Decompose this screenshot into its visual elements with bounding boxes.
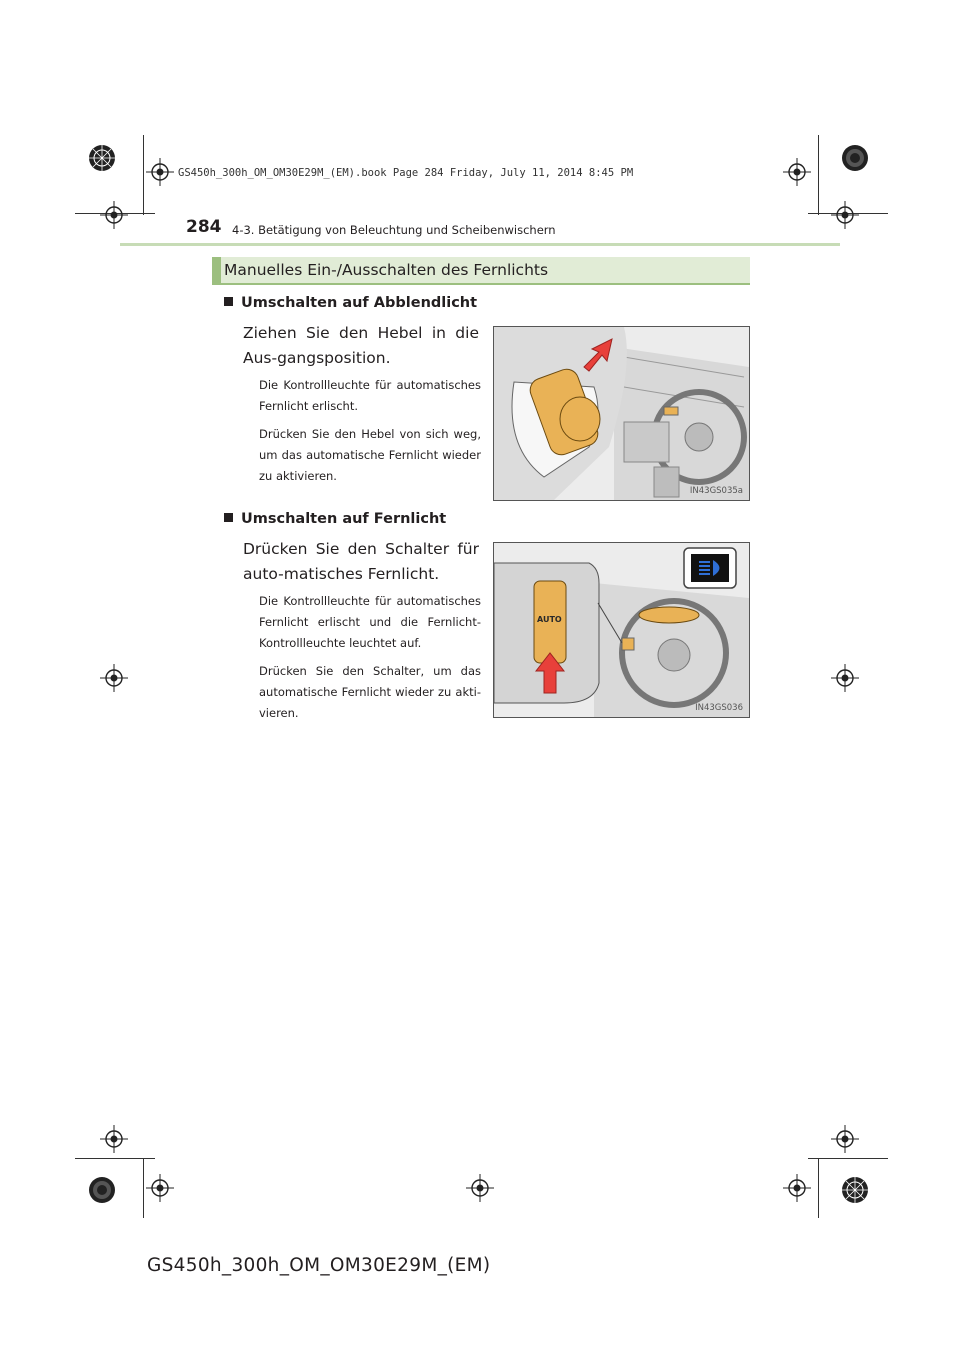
subheading-high-beam	[224, 511, 446, 527]
bullet-square-icon	[224, 297, 233, 306]
figure-label: IN43GS036	[695, 703, 743, 713]
registration-mark-icon	[841, 1176, 869, 1204]
crosshair-mark-icon	[466, 1174, 494, 1202]
crosshair-mark-icon	[831, 1125, 859, 1153]
switch-label: AUTO	[537, 615, 562, 624]
registration-mark-icon	[88, 1176, 116, 1204]
switch-illustration	[494, 543, 749, 717]
header-rule	[120, 243, 840, 246]
crosshair-mark-icon	[831, 201, 859, 229]
crosshair-mark-icon	[100, 201, 128, 229]
crosshair-mark-icon	[783, 1174, 811, 1202]
instruction-text: Ziehen Sie den Hebel in die Aus-gangsposition.	[243, 324, 479, 367]
crosshair-mark-icon	[146, 158, 174, 186]
instruction-text: Drücken Sie den Schalter für auto-matisches Fernlicht.	[243, 540, 479, 583]
book-file-info: GS450h_300h_OM_OM30E29M_(EM).book Page 284 Friday, July 11, 2014 8:45 PM	[178, 167, 634, 179]
crosshair-mark-icon	[100, 664, 128, 692]
document-footer: GS450h_300h_OM_OM30E29M_(EM)	[147, 1255, 491, 1276]
subheading-text: Umschalten auf Abblendlicht	[241, 295, 478, 311]
registration-mark-icon	[841, 144, 869, 172]
subheading-text: Umschalten auf Fernlicht	[241, 511, 447, 527]
crosshair-mark-icon	[831, 664, 859, 692]
section-heading: Manuelles Ein-/Ausschalten des Fernlichts	[224, 261, 549, 279]
crosshair-mark-icon	[783, 158, 811, 186]
crosshair-mark-icon	[146, 1174, 174, 1202]
page-number: 284	[186, 217, 222, 237]
figure-lever-illustration	[493, 326, 750, 501]
registration-mark-icon	[88, 144, 116, 172]
lever-illustration	[494, 327, 749, 500]
bullet-square-icon	[224, 513, 233, 522]
subheading-low-beam	[224, 295, 477, 311]
note-text: Die Kontrollleuchte für automatisches Fernlicht erlischt und die Fernlicht-Kontrollleuchte leuchtet auf.	[259, 594, 481, 650]
note-text: Drücken Sie den Schalter, um das automatische Fernlicht wieder zu akti-vieren.	[259, 664, 481, 720]
figure-switch-illustration	[493, 542, 750, 718]
figure-label: IN43GS035a	[689, 486, 743, 496]
note-text: Die Kontrollleuchte für automatisches Fernlicht erlischt.	[259, 378, 481, 413]
crosshair-mark-icon	[100, 1125, 128, 1153]
note-text: Drücken Sie den Hebel von sich weg, um das automatische Fernlicht wieder zu aktivieren.	[259, 427, 481, 483]
section-title: 4-3. Betätigung von Beleuchtung und Scheibenwischern	[232, 223, 556, 237]
